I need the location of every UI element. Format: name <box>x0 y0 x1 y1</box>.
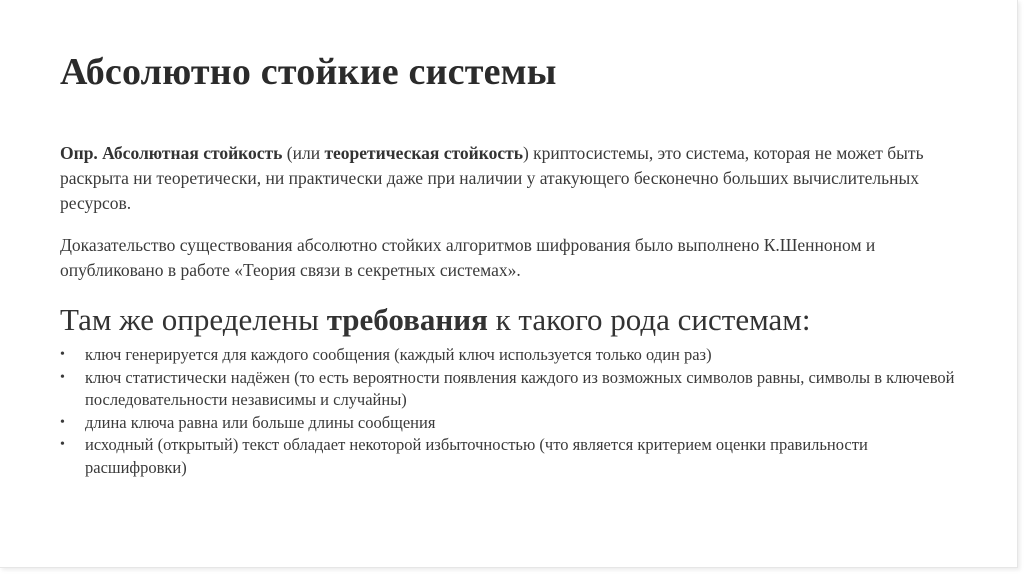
list-item-text: длина ключа равна или больше длины сообщения <box>85 412 436 432</box>
requirements-heading <box>60 302 810 338</box>
bullet-icon: • <box>60 347 65 362</box>
definition-body: ) криптосистемы, это система, которая не может быть раскрыта ни теоретически, ни практически даже при наличии у атакующего бесконечно больших вычислительных ресурсов. <box>60 143 924 213</box>
list-item <box>60 367 960 412</box>
list-item <box>60 434 960 479</box>
requirements-list <box>60 344 960 479</box>
list-item-text: ключ статистически надёжен (то есть вероятности появления каждого из возможных символов равны, символы в ключевой последовательности независимы и случайны) <box>85 367 955 409</box>
bullet-icon: • <box>60 369 65 385</box>
bullet-icon: • <box>60 437 65 452</box>
definition-paren-open: (или <box>282 143 325 163</box>
proof-paragraph: Доказательство существования абсолютно стойких алгоритмов шифрования было выполнено К.Шенноном и опубликовано в работе «Теория связи в секретных системах». <box>60 235 876 280</box>
list-item <box>60 344 960 367</box>
definition-paragraph <box>60 141 980 216</box>
list-item <box>60 412 960 435</box>
slide-title: Абсолютно стойкие системы <box>60 51 557 93</box>
requirements-heading-after: к такого рода системам: <box>487 302 811 337</box>
definition-alt-term: теоретическая стойкость <box>324 143 523 163</box>
definition-term: Опр. Абсолютная стойкость <box>60 143 283 163</box>
list-item-text: ключ генерируется для каждого сообщения (каждый ключ используется только один раз) <box>85 345 712 364</box>
list-item-text: исходный (открытый) текст обладает некоторой избыточностью (что является критерием оценки правильности расшифровки) <box>85 435 868 477</box>
requirements-heading-before: Там же определены <box>60 302 327 337</box>
bullet-icon: • <box>60 414 65 430</box>
requirements-heading-bold: требования <box>326 302 488 337</box>
